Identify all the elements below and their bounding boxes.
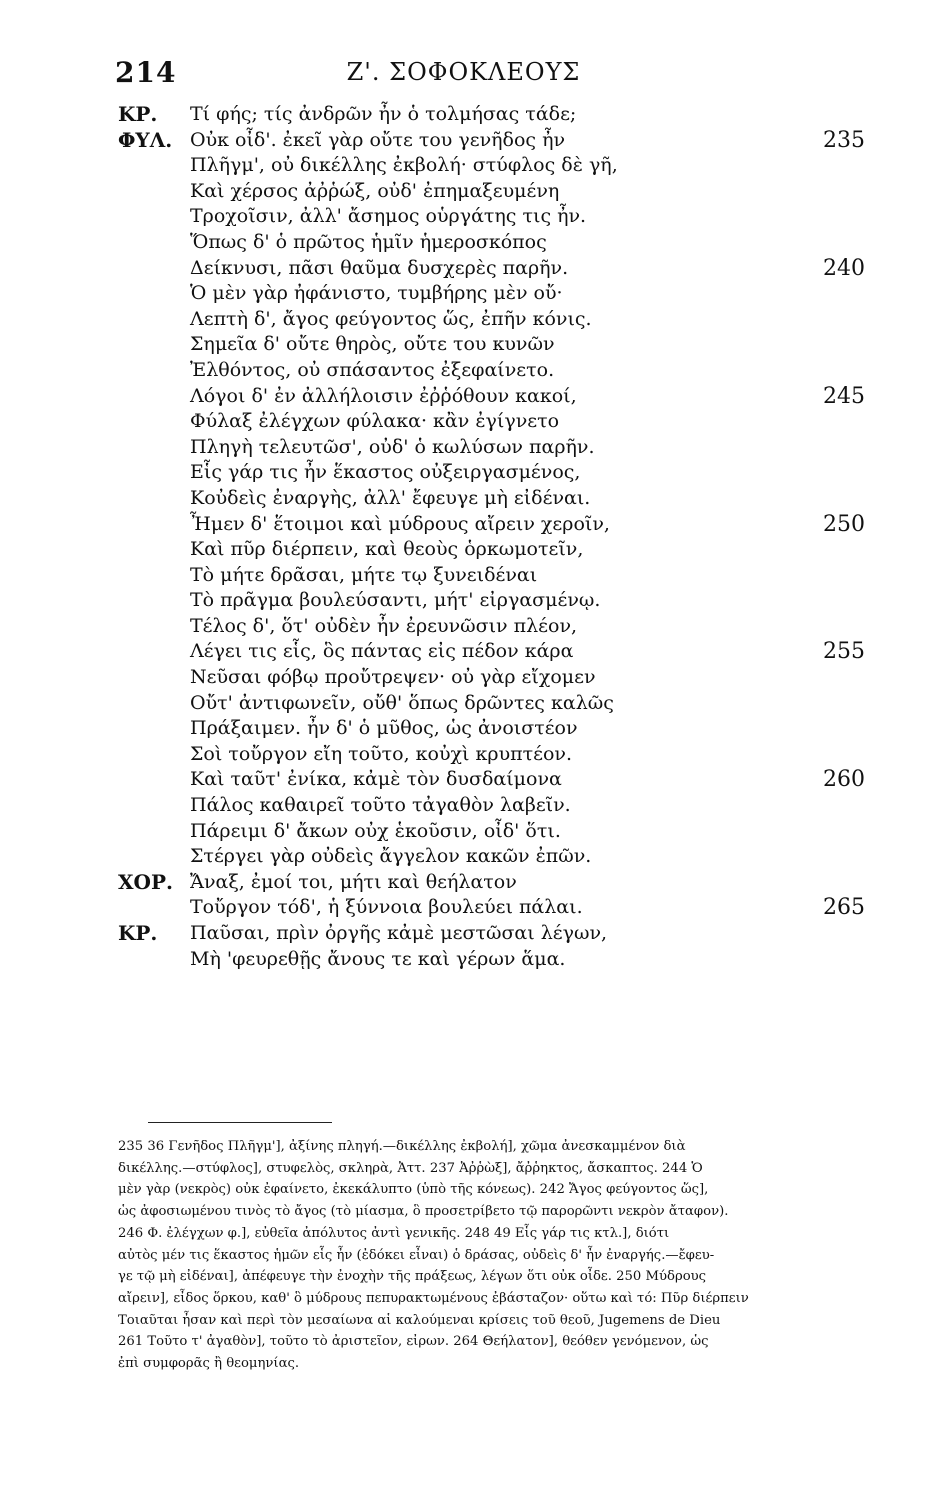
verse-text: Νεῦσαι φόβῳ προὔτρεψεν· οὐ γὰρ εἴχομεν (190, 666, 596, 689)
verse-line (0, 256, 927, 282)
verse-text: Τὸ μήτε δρᾶσαι, μήτε τῳ ξυνειδέναι (190, 563, 538, 586)
verse-text: Εἷς γάρ τις ἦν ἕκαστος οὐξειργασμένος, (190, 461, 581, 484)
footnote-line: ἐπὶ συμφορᾶς ἢ θεομηνίας. (118, 1356, 300, 1372)
verse-text: Στέργει γὰρ οὐδεὶς ἄγγελον κακῶν ἐπῶν. (190, 845, 592, 868)
verse-text: Ὁ μὲν γὰρ ἠφάνιστο, τυμβήρης μὲν οὔ· (190, 282, 563, 305)
verse-text: Λεπτὴ δ', ἄγος φεύγοντος ὥς, ἐπῆν κόνις. (190, 307, 592, 330)
line-number: 260 (823, 767, 865, 793)
verse-text: Μὴ 'φευρεθῇς ἄνους τε καὶ γέρων ἅμα. (190, 947, 566, 970)
footnote-line: μὲν γὰρ (νεκρὸς) οὐκ ἐφαίνετο, ἐκεκάλυπτο (ὑπὸ τῆς κόνεως). 242 Ἄγος φεύγοντος ὥς], (118, 1182, 709, 1198)
running-head: Ζ'. ΣΟΦΟΚΛΕΟΥΣ (346, 58, 581, 86)
footnote-line: Τοιαῦται ἦσαν καὶ περὶ τὸν μεσαίωνα αἱ καλούμεναι κρίσεις τοῦ θεοῦ, Jugemens de Dieu (118, 1312, 721, 1328)
verse-line (0, 435, 927, 461)
verse-line (0, 716, 927, 742)
speaker-label: ΚΡ. (118, 921, 158, 945)
line-number: 255 (823, 639, 865, 665)
verse-text: Πληγὴ τελευτῶσ', οὐδ' ὁ κωλύσων παρῆν. (190, 435, 595, 458)
verse-line (0, 460, 927, 486)
verse-line (0, 128, 927, 154)
verse-text: Σοὶ τοὔργον εἴη τοῦτο, κοὐχὶ κρυπτέον. (190, 742, 572, 765)
footnotes (118, 1136, 863, 1375)
verse-line (0, 691, 927, 717)
verse-line (0, 844, 927, 870)
verse-line (0, 819, 927, 845)
verse-text: Πάλος καθαιρεῖ τοῦτο τἀγαθὸν λαβεῖν. (190, 794, 571, 817)
line-number: 250 (823, 511, 865, 537)
verse-line (0, 358, 927, 384)
verse-text: Καὶ πῦρ διέρπειν, καὶ θεοὺς ὁρκωμοτεῖν, (190, 538, 584, 561)
verse-line (0, 614, 927, 640)
verse-text: Ἐλθόντος, οὐ σπάσαντος ἐξεφαίνετο. (190, 358, 555, 381)
speaker-label: ΚΡ. (118, 102, 158, 126)
verse-line (0, 767, 927, 793)
verse-text: Δείκνυσι, πᾶσι θαῦμα δυσχερὲς παρῆν. (190, 256, 569, 279)
verse-text: Λόγοι δ' ἐν ἀλλήλοισιν ἐῤῥόθουν κακοί, (190, 384, 577, 407)
verse-text: Πράξαιμεν. ἦν δ' ὁ μῦθος, ὡς ἀνοιστέον (190, 717, 578, 740)
footnote-line: αὐτὸς μέν τις ἕκαστος ἡμῶν εἷς ἦν (ἐδόκει εἶναι) ὁ δράσας, οὐδεὶς δ' ἦν ἐναργής.—ἔφευ- (118, 1247, 715, 1263)
verse-line (0, 230, 927, 256)
verse-line (0, 537, 927, 563)
verse-line (0, 281, 927, 307)
verse-text: Φύλαξ ἐλέγχων φύλακα· κἂν ἐγίγνετο (190, 410, 560, 433)
verse-text: Πάρειμι δ' ἄκων οὐχ ἑκοῦσιν, οἶδ' ὅτι. (190, 819, 561, 842)
page-number: 214 (115, 56, 177, 89)
verse-line (0, 204, 927, 230)
line-number: 245 (823, 383, 865, 409)
verse-text: Τοὔργον τόδ', ἡ ξύννοια βουλεύει πάλαι. (190, 896, 583, 919)
verse-text: Κοὐδεὶς ἐναργὴς, ἀλλ' ἔφευγε μὴ εἰδέναι. (190, 486, 591, 509)
line-number: 240 (823, 255, 865, 281)
footnote-line: γε τῷ μὴ εἰδέναι], ἀπέφευγε τὴν ἐνοχὴν τῆς πράξεως, λέγων ὅτι οὐκ οἶδε. 250 Μύδρους (118, 1269, 707, 1285)
footnote-rule (148, 1122, 332, 1123)
speaker-label: ΦΥΛ. (118, 127, 173, 152)
verse-text: Τέλος δ', ὅτ' οὐδὲν ἦν ἐρευνῶσιν πλέον, (190, 614, 578, 637)
verse-line (0, 921, 927, 947)
verse-line (0, 665, 927, 691)
verse-text: Παῦσαι, πρὶν ὀργῆς κἀμὲ μεστῶσαι λέγων, (190, 922, 608, 944)
verse-line (0, 588, 927, 614)
verse-line (0, 332, 927, 358)
verse-block (0, 102, 927, 972)
verse-text: Τὸ πρᾶγμα βουλεύσαντι, μήτ' εἰργασμένῳ. (190, 589, 601, 612)
verse-line (0, 512, 927, 538)
verse-text: Καὶ χέρσος ἀῤῥώξ, οὐδ' ἐπημαξευμένη (190, 179, 560, 202)
verse-line (0, 384, 927, 410)
verse-line (0, 179, 927, 205)
verse-text: Λέγει τις εἷς, ὃς πάντας εἰς πέδον κάρα (190, 640, 574, 663)
verse-line (0, 563, 927, 589)
footnote-line: δικέλλης.—στύφλος], στυφελὸς, σκληρὰ, Ἀττ. 237 Ἀῤῥὼξ], ἄῤῥηκτος, ἄσκαπτος. 244 Ὁ (118, 1160, 703, 1176)
verse-text: Οὐκ οἶδ'. ἐκεῖ γὰρ οὔτε του γενῆδος ἦν (190, 128, 566, 151)
footnote-line: 235 36 Γενῆδος Πλῆγμ'], ἀξίνης πληγή.—δικέλλης ἐκβολή], χῶμα ἀνεσκαμμένον διὰ (118, 1139, 686, 1154)
verse-text: Ὅπως δ' ὁ πρῶτος ἡμῖν ἡμεροσκόπος (190, 230, 547, 253)
verse-text: Οὔτ' ἀντιφωνεῖν, οὔθ' ὅπως δρῶντες καλῶς (190, 691, 614, 714)
verse-line (0, 639, 927, 665)
verse-text: Καὶ ταῦτ' ἐνίκα, κἀμὲ τὸν δυσδαίμονα (190, 768, 562, 791)
footnote-line: αἴρειν], εἶδος ὅρκου, καθ' ὃ μύδρους πεπυρακτωμένους ἐβάσταζον· οὕτω καὶ τό: Πῦρ διέρπειν (118, 1290, 749, 1306)
verse-line (0, 153, 927, 179)
speaker-label: ΧΟΡ. (118, 869, 173, 894)
footnote-line: ὡς ἀφοσιωμένου τινὸς τὸ ἄγος (τὸ μίασμα, ὃ προσετρίβετο τῷ παρορῶντι νεκρὸν ἄταφον). (118, 1204, 729, 1220)
verse-line (0, 947, 927, 973)
verse-text: Σημεῖα δ' οὔτε θηρὸς, οὔτε του κυνῶν (190, 333, 555, 356)
page-header (0, 50, 927, 90)
verse-text: Τροχοῖσιν, ἀλλ' ἄσημος οὑργάτης τις ἦν. (190, 205, 587, 228)
verse-line (0, 895, 927, 921)
verse-text: Ἦμεν δ' ἕτοιμοι καὶ μύδρους αἴρειν χεροῖν, (190, 512, 610, 535)
verse-line (0, 870, 927, 896)
verse-line (0, 742, 927, 768)
verse-line (0, 409, 927, 435)
verse-line (0, 486, 927, 512)
footnote-line: 246 Φ. ἐλέγχων φ.], εὐθεῖα ἀπόλυτος ἀντὶ γενικῆς. 248 49 Εἷς γάρ τις κτλ.], διότι (118, 1225, 670, 1241)
verse-text: Τί φής; τίς ἀνδρῶν ἦν ὁ τολμήσας τάδε; (190, 103, 577, 125)
line-number: 235 (823, 127, 865, 153)
verse-text: Ἄναξ, ἐμοί τοι, μήτι καὶ θεήλατον (190, 870, 517, 893)
line-number: 265 (823, 895, 865, 921)
verse-line (0, 793, 927, 819)
verse-line (0, 307, 927, 333)
footnote-line: 261 Τοῦτο τ' ἀγαθὸν], τοῦτο τὸ ἀριστεῖον, εἰρων. 264 Θεήλατον], θεόθεν γενόμενον, ὡς (118, 1334, 709, 1350)
verse-text: Πλῆγμ', οὐ δικέλλης ἐκβολή· στύφλος δὲ γῆ, (190, 154, 618, 177)
verse-line (0, 102, 927, 128)
